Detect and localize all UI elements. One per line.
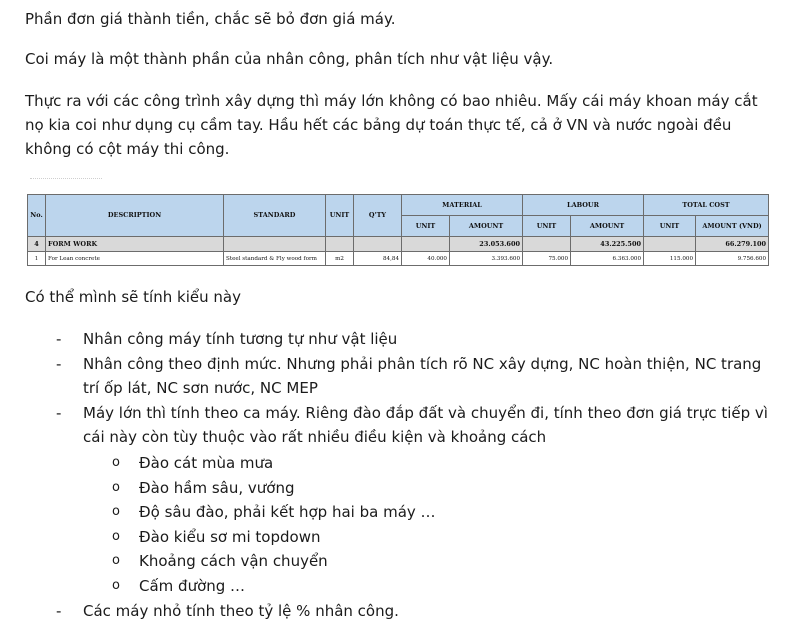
row-no: 1 — [28, 252, 46, 266]
table-row — [28, 252, 769, 266]
row-material-unit: 40.000 — [402, 252, 450, 266]
list-item-text: Máy lớn thì tính theo ca máy. Riêng đào đắp đất và chuyển đi, tính theo đơn giá trực tiếp vì cái này còn tùy thuộc vào rất nhiều điều kiện và khoảng cách — [83, 404, 768, 446]
header-description: DESCRIPTION — [46, 195, 224, 237]
section-material-amount: 23.053.600 — [450, 236, 523, 252]
header-total-cost: TOTAL COST — [644, 195, 769, 216]
header-qty: Q'TY — [354, 195, 402, 237]
header-no: No. — [28, 195, 46, 237]
sub-list-item-text: Cấm đường … — [139, 577, 246, 595]
header-unit: UNIT — [326, 195, 354, 237]
header-labour-amount: AMOUNT — [571, 215, 644, 236]
list-item-text: Nhân công máy tính tương tự như vật liệu — [83, 330, 398, 348]
dash-bullet: - — [56, 355, 62, 373]
row-total-unit: 115.000 — [644, 252, 696, 266]
estimate-table-image — [27, 194, 769, 266]
paragraph-large-machines: Thực ra với các công trình xây dựng thì máy lớn không có bao nhiêu. Mấy cái máy khoan máy cắt nọ kia coi như dụng cụ cầm tay. Hầu hết các bảng dự toán thực tế, cả ở VN và nước ngoài đều không có cột máy thi công. — [25, 92, 758, 158]
dash-bullet: - — [56, 602, 62, 620]
header-material: MATERIAL — [402, 195, 523, 216]
paragraph-method-intro: Có thể mình sẽ tính kiểu này — [25, 288, 241, 306]
list-item-text: Các máy nhỏ tính theo tỷ lệ % nhân công. — [83, 602, 399, 620]
circle-bullet: o — [112, 529, 120, 544]
circle-bullet: o — [112, 553, 120, 568]
header-material-amount: AMOUNT — [450, 215, 523, 236]
sub-list-item-text: Đào kiểu sơ mi topdown — [139, 528, 321, 546]
circle-bullet: o — [112, 480, 120, 495]
header-total-amount: AMOUNT (VND) — [696, 215, 769, 236]
section-total-amount: 66.279.100 — [696, 236, 769, 252]
paragraph-machine-as-labour: Coi máy là một thành phần của nhân công, phân tích như vật liệu vậy. — [25, 50, 554, 68]
dash-bullet: - — [56, 330, 62, 348]
row-unit: m2 — [326, 252, 354, 266]
row-labour-amount: 6.363.000 — [571, 252, 644, 266]
row-labour-unit: 75.000 — [523, 252, 571, 266]
row-description: For Lean concrete — [46, 252, 224, 266]
circle-bullet: o — [112, 455, 120, 470]
row-material-amount: 3.393.600 — [450, 252, 523, 266]
sub-list-item-text: Đào cát mùa mưa — [139, 454, 274, 472]
sub-list-item-text: Đào hầm sâu, vướng — [139, 479, 295, 497]
header-labour-unit: UNIT — [523, 215, 571, 236]
section-no: 4 — [28, 236, 46, 252]
row-total-amount: 9.756.600 — [696, 252, 769, 266]
list-item-text: Nhân công theo định mức. Nhưng phải phân tích rõ NC xây dựng, NC hoàn thiện, NC trang trí ốp lát, NC sơn nước, NC MEP — [83, 355, 762, 397]
sub-list-item-text: Khoảng cách vận chuyển — [139, 552, 328, 570]
circle-bullet: o — [112, 504, 120, 519]
header-total-unit: UNIT — [644, 215, 696, 236]
header-labour: LABOUR — [523, 195, 644, 216]
section-description: FORM WORK — [46, 236, 224, 252]
sub-list-item-text: Độ sâu đào, phải kết hợp hai ba máy … — [139, 503, 436, 521]
header-standard: STANDARD — [224, 195, 326, 237]
divider — [30, 178, 102, 179]
paragraph-unit-price: Phần đơn giá thành tiền, chắc sẽ bỏ đơn giá máy. — [25, 10, 396, 28]
table-row — [28, 236, 769, 252]
header-material-unit: UNIT — [402, 215, 450, 236]
circle-bullet: o — [112, 578, 120, 593]
section-labour-amount: 43.225.500 — [571, 236, 644, 252]
row-qty: 84,84 — [354, 252, 402, 266]
row-standard: Steel standard & Fly wood form — [224, 252, 326, 266]
dash-bullet: - — [56, 404, 62, 422]
